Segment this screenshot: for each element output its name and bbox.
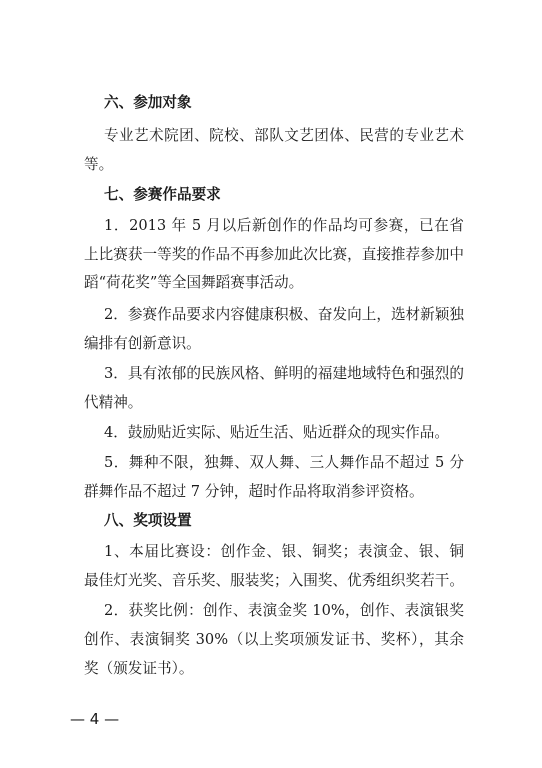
page-number: — 4 — <box>70 710 120 728</box>
paragraph-line: 专业艺术院团、院校、部队文艺团体、民营的专业艺术 <box>104 127 464 144</box>
section-heading-awards: 八、奖项设置 <box>104 512 192 529</box>
paragraph-line: 群舞作品不超过 7 分钟，超时作品将取消参评资格。 <box>84 483 424 500</box>
paragraph-line: 1、本届比赛设：创作金、银、铜奖；表演金、银、铜 <box>104 543 464 560</box>
paragraph-line: 5．舞种不限，独舞、双人舞、三人舞作品不超过 5 分 <box>104 454 464 471</box>
paragraph-line: 最佳灯光奖、音乐奖、服装奖；入围奖、优秀组织奖若干。 <box>84 572 464 589</box>
paragraph-line: 3．具有浓郁的民族风格、鲜明的福建地域特色和强烈的 <box>104 365 464 382</box>
section-heading-requirements: 七、参赛作品要求 <box>104 186 221 203</box>
paragraph-line: 1．2013 年 5 月以后新创作的作品均可参赛，已在省 <box>104 217 464 234</box>
paragraph-line: 创作、表演铜奖 30%（以上奖项颁发证书、奖杯），其余 <box>84 631 464 648</box>
paragraph-line: 4．鼓励贴近实际、贴近生活、贴近群众的现实作品。 <box>104 424 449 441</box>
paragraph-line: 上比赛获一等奖的作品不再参加此次比赛，直接推荐参加中 <box>84 246 464 263</box>
paragraph-line: 2．获奖比例：创作、表演金奖 10%，创作、表演银奖 <box>104 602 464 619</box>
paragraph-line: 2．参赛作品要求内容健康积极、奋发向上，选材新颖独 <box>104 306 464 323</box>
section-heading-participants: 六、参加对象 <box>104 94 192 111</box>
paragraph-line: 编排有创新意识。 <box>84 335 201 352</box>
paragraph-line: 代精神。 <box>84 394 143 411</box>
paragraph-line: 等。 <box>84 156 114 173</box>
paragraph-line: 蹈“荷花奖”等全国舞蹈赛事活动。 <box>84 274 304 291</box>
paragraph-line: 奖（颁发证书）。 <box>84 660 194 677</box>
